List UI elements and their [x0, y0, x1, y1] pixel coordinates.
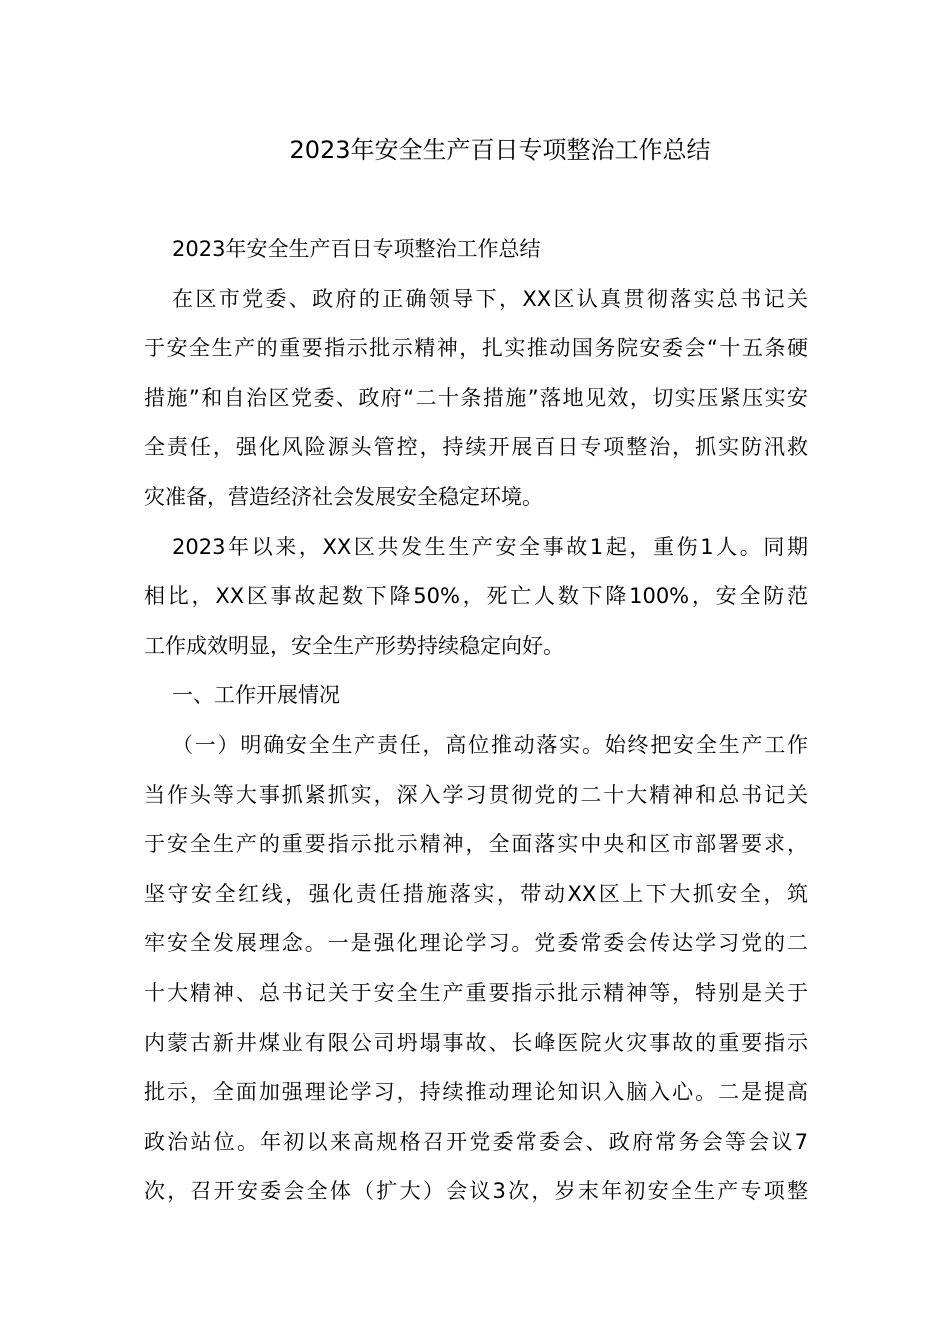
- paragraph-line: 政治站位。年初以来高规格召开党委常委会、政府常务会等会议7: [144, 1129, 808, 1154]
- document-title: 2023年安全生产百日专项整治工作总结: [289, 136, 711, 164]
- paragraph-line: 在区市党委、政府的正确领导下，XX区认真贯彻落实总书记关: [172, 286, 808, 311]
- paragraph-line: 当作头等大事抓紧抓实，深入学习贯彻党的二十大精神和总书记关: [144, 782, 808, 807]
- paragraph-line: 2023年以来，XX区共发生生产安全事故1起，重伤1人。同期: [172, 534, 808, 559]
- document-body: [144, 232, 808, 1224]
- paragraph-line: 工作成效明显，安全生产形势持续稳定向好。: [144, 633, 564, 658]
- paragraph-line: 全责任，强化风险源头管控，持续开展百日专项整治，抓实防汛救: [144, 435, 808, 460]
- paragraph-line: 牢安全发展理念。一是强化理论学习。党委常委会传达学习党的二: [144, 931, 808, 956]
- paragraph-line: 相比，XX区事故起数下降50%，死亡人数下降100%，安全防范: [144, 584, 808, 609]
- paragraph-line: 次，召开安委会全体（扩大）会议3次，岁末年初安全生产专项整: [144, 1179, 808, 1204]
- paragraph-line: 于安全生产的重要指示批示精神，全面落实中央和区市部署要求，: [144, 832, 808, 857]
- paragraph-line: 于安全生产的重要指示批示精神，扎实推动国务院安委会“十五条硬: [144, 336, 808, 361]
- paragraph-line: 十大精神、总书记关于安全生产重要指示批示精神等，特别是关于: [144, 980, 808, 1005]
- paragraph-line: （一）明确安全生产责任，高位推动落实。始终把安全生产工作: [172, 732, 808, 757]
- paragraph-line: 灾准备，营造经济社会发展安全稳定环境。: [144, 484, 543, 509]
- paragraph-line: 坚守安全红线，强化责任措施落实，带动XX区上下大抓安全，筑: [144, 881, 808, 906]
- paragraph-line: 2023年安全生产百日专项整治工作总结: [172, 237, 541, 261]
- paragraph-line: 一、工作开展情况: [172, 683, 340, 708]
- paragraph-line: 措施”和自治区党委、政府“二十条措施”落地见效，切实压紧压实安: [144, 385, 808, 410]
- paragraph-line: 内蒙古新井煤业有限公司坍塌事故、长峰医院火灾事故的重要指示: [144, 1030, 808, 1055]
- paragraph-line: 批示，全面加强理论学习，持续推动理论知识入脑入心。二是提高: [144, 1080, 808, 1105]
